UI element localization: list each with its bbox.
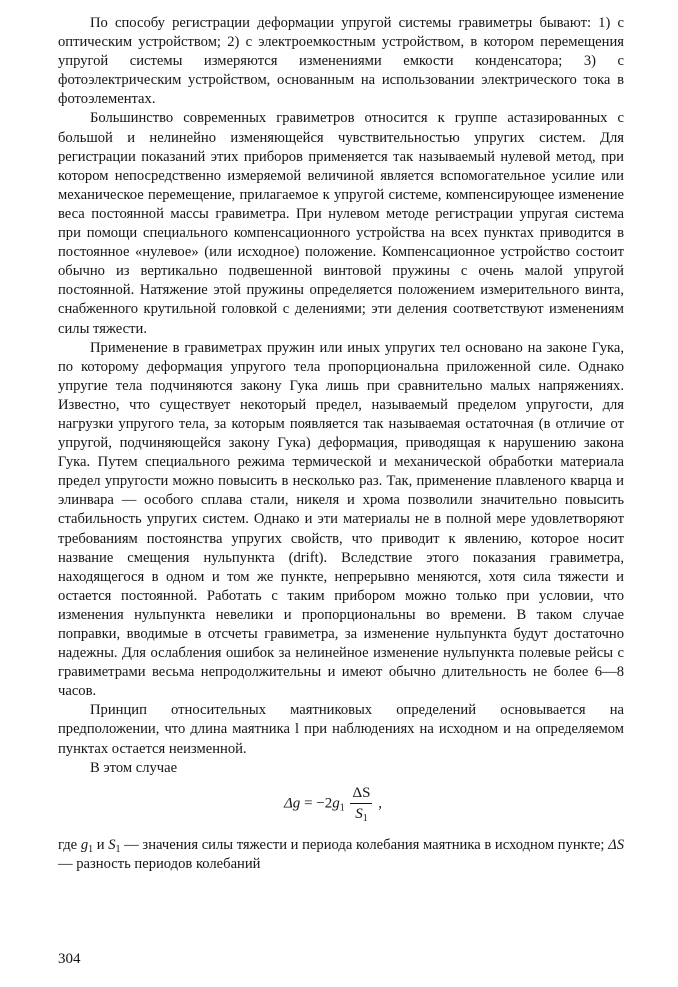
page-number: 304 xyxy=(58,951,81,967)
formula-delta-g xyxy=(58,778,624,836)
paragraph-registration-methods: По способу регистрации деформации упругой системы гравиметры бывают: 1) с оптическим устройством; 2) с электроемкостным устройством, в котором перемещения упругой системы измеряются изменениями емкости конденсатора; 3) с фотоэлектрическим устройством, основанным на использовании электрического тока в фотоэлементах. xyxy=(58,15,624,108)
formula-trail: , xyxy=(374,795,382,812)
formula-denominator xyxy=(350,804,372,824)
after-text-2: и xyxy=(93,836,109,853)
formula-den-var: S xyxy=(355,805,363,822)
after-s: S xyxy=(108,836,116,853)
after-g-sub: 1 xyxy=(88,843,94,855)
after-ds: ΔS xyxy=(608,836,625,853)
formula-g: g xyxy=(332,795,340,812)
after-text-3: — значения силы тяжести и периода колебания маятника в исходном пункте; xyxy=(120,836,609,853)
page-body xyxy=(58,14,624,874)
formula-g-sub: 1 xyxy=(339,802,345,814)
after-text-1: где xyxy=(58,836,81,853)
after-text-4: — разность периодов колебаний xyxy=(58,855,261,872)
paragraph-hooke-law: Применение в гравиметрах пружин или иных упругих тел основано на законе Гука, по которому деформация упругого тела пропорциональна приложенной силе. Однако упругие тела подчиняются закону Гука лишь при сравнительно малых напряжениях. Известно, что существует некоторый предел, называемый пределом упругости, для нагрузки упругого тела, за которым появляется так называемая остаточная (в отличие от упругой, подчиняющейся закону Гука) деформация, приводящая к нарушению закона Гука. Путем специального режима термической и механической обработки материала предел упругости можно повысить в несколько раз. Так, применение плавленого кварца и элинвара — особого сплава стали, никеля и хрома позволили значительно повысить стабильность упругих систем. Однако и эти материалы не в полной мере удовлетворяют требованиям постоянства упругих свойств, что приводит к явлению, которое носит название смещения нульпункта (drift). Вследствие этого показания гравиметра, находящегося в одном и том же пункте, непрерывно меняются, хотя сила тяжести и остается постоянной. Работать с таким прибором можно только при условии, что изменения нульпункта невелики и пропорциональны во времени. В таком случае поправки, вводимые в отсчеты гравиметра, за изменение нульпункта будут достаточно надежны. Для ослабления ошибок за нелинейное изменение нульпункта полевые рейсы с гравиметрами весьма непродолжительны и имеют обычно длительность не более 6—8 часов. xyxy=(58,339,624,700)
formula-lhs: Δg xyxy=(284,795,301,812)
after-s-sub: 1 xyxy=(115,843,121,855)
after-g: g xyxy=(80,836,89,853)
paragraph-pendulum-principle: Принцип относительных маятниковых определений основывается на предположении, что длина маятника l при наблюдениях на исходном и на определяемом пунктах остается неизменной. xyxy=(58,702,624,757)
paragraph-astatized-gravimeters: Большинство современных гравиметров относится к группе астазированных с большой и нелинейно изменяющейся чувствительностью упругих систем. Для регистрации показаний этих приборов применяется так называемый нулевой метод, при котором непосредственно измеряемой величиной является вспомогательное усилие или механическое перемещение, прилагаемое к упругой системе, компенсирующее изменение веса постоянной массы гравиметра. При нулевом методе регистрации упругая система при помощи специального компенсационного устройства на всех пунктах приводится в постоянное «нулевое» (или исходное) положение. Компенсационное устройство состоит обычно из вертикально подвешенной винтовой пружины с очень малой упругой постоянной. Натяжение этой пружины определяется положением измерительного винта, снабженного крутильной головкой с делениями; эти деления соответствуют изменениям силы тяжести. xyxy=(58,110,624,337)
formula-equals: = −2 xyxy=(300,795,333,812)
formula-expression xyxy=(284,784,382,824)
formula-den-sub: 1 xyxy=(362,812,368,824)
paragraph-in-this-case: В этом случае xyxy=(90,759,178,776)
formula-fraction xyxy=(350,784,372,824)
paragraph-after-formula xyxy=(58,836,624,874)
formula-numerator: ΔS xyxy=(350,784,372,804)
